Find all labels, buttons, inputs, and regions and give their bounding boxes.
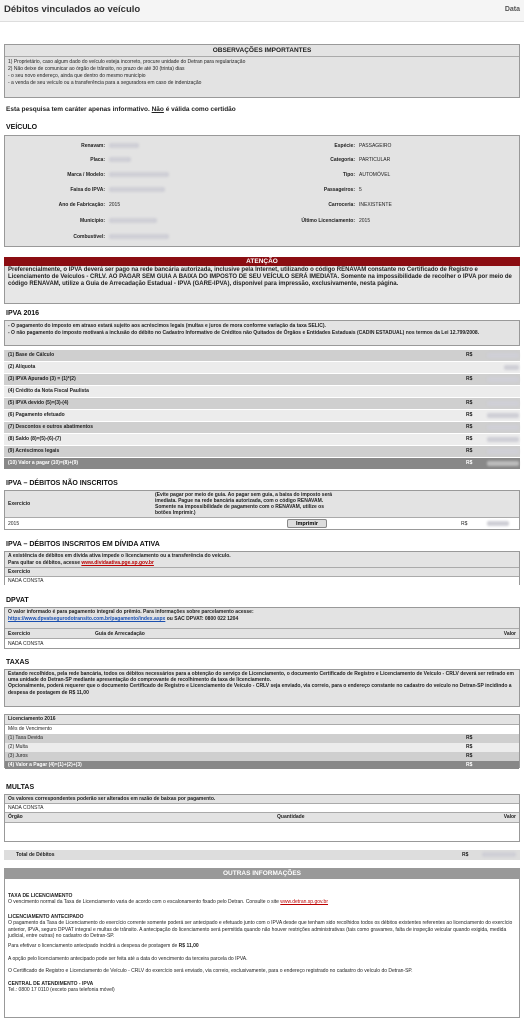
multas-panel: Os valores correspondentes poderão ser alterados em razão de baixas por pagamento. NADA CONSTA Órgão Quantidade Valor xyxy=(4,794,520,842)
taxas-title: TAXAS xyxy=(6,659,30,666)
ipva-title: IPVA 2016 xyxy=(6,310,40,317)
ipva-row: (6) Pagamento efetuado R$ xyxy=(4,410,520,421)
print-button[interactable]: Imprimir xyxy=(287,519,327,528)
ultimo-licenciamento-value: 2015 xyxy=(359,218,371,224)
carroceria-value: INEXISTENTE xyxy=(359,202,392,208)
date-label: Data xyxy=(504,6,520,13)
combustivel-value xyxy=(109,234,169,240)
dpvat-link[interactable]: https://www.dpvatsegurodotransito.com.br/pagamento/index.aspx xyxy=(8,616,166,622)
attention-header: ATENÇÃO xyxy=(4,257,520,266)
taxas-text: Estando recolhidos, pela rede bancária, todos os débitos necessários para a obtenção do serviço de Licenciamento, o documento Certificado de Registro e Licenciamento de Veículo - CRLV deverá ser retirado em uma unidade do Detran-SP mediante apresentação do comprovante de recolhimento da taxa de licenciamento. Opcionalmente, poderá requerer que o documento Certificado de Registro e Licenciamento de Veículo - CRLV seja enviado, via correio, para o endereço constante no cadastro do veículo no Detran-SP incidindo a despesa de postagem de R$ 11,00 xyxy=(4,669,520,707)
outras-panel: OUTRAS INFORMAÇÕES TAXA DE LICENCIAMENTO O vencimento normal da Taxa de Licenciamento varia de acordo com o escalonamento fixado pelo Detran. Consulte o site www.detran.sp.gov.br LICENCIAMENTO ANTECIPADO O pagamento da Taxa de Licenciamento do exercício corrente somente poderá ser antecipado e efetuado junto com o IPVA desde que tenham sido recolhidos todos os débitos existentes referentes ao licenciamento do exercício anterior, IPVA, seguro DPVAT integral e multas de trânsito. A antecipação do licenciamento será permitida quando não houver restrições administrativas (tais como gravames, falta de inspeção veicular quando exigida, medida judicial, entre outras) no cadastro do Detran-SP. Para efetivar o licenciamento antecipado incidirá a despesa de postagem de R$ 11,00 A opção pelo licenciamento antecipado pode ser feita até a data do vencimento da terceira parcela do IPVA. O Certificado de Registro e Licenciamento de Veículo - CRLV do exercício será enviado, via correio, exclusivamente, para o endereço registrado no cadastro do veículo do Detran-SP. CENTRAL DE ATENDIMENTO - IPVA Tel.: 0800 17 0110 (exceto para telefonia móvel) xyxy=(4,868,520,1018)
outras-title: OUTRAS INFORMAÇÕES xyxy=(5,869,519,879)
taxa-row: (2) Multa R$ xyxy=(5,743,519,752)
passageiros-value: 5 xyxy=(359,187,362,193)
notice-nao: Não xyxy=(151,106,164,113)
attention-text: Preferencialmente, o IPVA deverá ser pago na rede bancária autorizada, inclusive pela Internet, utilizando o código RENAVAM constante no Certificado de Registro e Licenciamento de Veículos - CRLV. AO PAGAR SEM GUIA A BAIXA DO IMPOSTO DE SEU VEÍCULO SERÁ IMEDIATA. Somente na impossibilidade de recolher o IPVA por meio de código RENAVAM, utilize a Guia de Arrecadação Estadual - IPVA (GARE-IPVA), disponível para impressão, exclusivamente, nesta página. xyxy=(4,266,520,304)
especie-value: PASSAGEIRO xyxy=(359,143,392,149)
taxa-total-row: (4) Valor a Pagar (4)=(1)+(2)+(3) R$ xyxy=(5,761,519,769)
obs-line: 2) Não deixe de comunicar ao órgão de trânsito, no prazo de até 30 (trinta) dias xyxy=(8,66,185,72)
ipva-ni-title: IPVA – DÉBITOS NÃO INSCRITOS xyxy=(6,480,118,487)
dpvat-title: DPVAT xyxy=(6,597,29,604)
renavam-value xyxy=(109,143,139,149)
taxas-table: Licenciamento 2016 Mês de Vencimento (1) Taxa Devida R$ (2) Multa R$ (3) Juros R$ (4) Valor a Pagar (4)=(1)+(2)+(3) R$ xyxy=(4,714,520,768)
ipva-notes: - O pagamento do imposto em atraso estará sujeito aos acréscimos legais (multas e juros de mora conforme variação da taxa SELIC). - O não pagamento do imposto motivará a inclusão do débito no Cadastro Informativo de Créditos não Quitados de Órgãos e Entidades Estaduais (CADIN ESTADUAL) nos termos da Lei 12.799/2008. xyxy=(4,320,520,346)
ipva-row: (7) Descontos e outros abatimentos R$ xyxy=(4,422,520,433)
ipva-da-panel: A existência de débitos em dívida ativa impede o licenciamento ou a transferência do veículo. Para quitar os débitos, acesse www.dividaativa.pge.sp.gov.br Exercício NADA CONSTA xyxy=(4,551,520,585)
ipva-row: (9) Acréscimos legais R$ xyxy=(4,446,520,457)
taxa-row: (1) Taxa Devida R$ xyxy=(5,734,519,743)
multas-none: NADA CONSTA xyxy=(5,803,519,812)
ipva-da-title: IPVA – DÉBITOS INSCRITOS EM DÍVIDA ATIVA xyxy=(6,541,160,548)
vehicle-title: VEÍCULO xyxy=(6,124,38,131)
categoria-value: PARTICULAR xyxy=(359,157,391,163)
placa-value xyxy=(109,157,131,163)
ipva-row: (8) Saldo (8)=(5)-(6)-(7) R$ xyxy=(4,434,520,445)
total-row: Total de Débitos R$ xyxy=(4,850,520,860)
ipva-total-row: (10) Valor a pagar (10)=(8)+(9) R$ xyxy=(4,458,520,469)
observations-panel xyxy=(4,44,520,98)
ipva-row: (4) Crédito da Nota Fiscal Paulista xyxy=(4,386,520,397)
dpvat-panel: O valor informado é para pagamento integral do prêmio. Para informações sobre parcelamento acesse: https://www.dpvatsegurodotransito.com.br/pagamento/index.aspx ou SAC DPVAT: 0800 022 1204 Exercício Guia de Arrecadação Valor NADA CONSTA xyxy=(4,607,520,649)
ipva-row: (3) IPVA Apurado (3) = (1)*(2) R$ xyxy=(4,374,520,385)
ipva-ni-hint: (Evite pagar por meio de guia. Ao pagar sem guia, a baixa do imposto será imediata. Pague na rede bancária autorizada, com o código RENAVAM. Somente na impossibilidade de pagamento com o RENAVAM, utilize os botões Imprimir.) xyxy=(155,492,333,516)
informative-notice: Esta pesquisa tem caráter apenas informativo. Não é válida como certidão xyxy=(6,106,236,113)
ipva-ni-year: 2015 xyxy=(8,521,20,527)
obs-line: - o seu novo endereço, ainda que dentro do mesmo município xyxy=(8,73,146,79)
ipva-row: (1) Base de Cálculo R$ xyxy=(4,350,520,361)
vehicle-panel: Renavam: Placa: Marca / Modelo: Faixa do IPVA: Ano de Fabricação: 2015 Município: Combustível: Espécie: PASSAGEIRO Categoria: PARTICULAR Tipo: AUTOMÓVEL Passageiros: 5 Carroceria: INEXISTENTE Último Licenciamento: 2015 xyxy=(4,135,520,247)
detran-link[interactable]: www.detran.sp.gov.br xyxy=(280,899,329,906)
marca-modelo-value xyxy=(109,172,169,178)
page-title: Débitos vinculados ao veículo xyxy=(4,4,141,15)
faixa-ipva-value xyxy=(109,187,165,193)
obs-line: 1) Proprietário, caso algum dado do veículo esteja incorreto, procure unidade do Detran para regularização xyxy=(8,59,246,65)
municipio-value xyxy=(109,218,157,224)
dpvat-none: NADA CONSTA xyxy=(5,638,519,648)
obs-line: - a venda de seu veículo ou a transferência para a seguradora em caso de indenização xyxy=(8,80,202,86)
observations-title: OBSERVAÇÕES IMPORTANTES xyxy=(212,47,312,54)
tipo-value: AUTOMÓVEL xyxy=(359,172,391,178)
ano-fabricacao-value: 2015 xyxy=(109,202,121,208)
multas-title: MULTAS xyxy=(6,784,35,791)
ipva-row: (5) IPVA devido (5)=(3)-(4) R$ xyxy=(4,398,520,409)
ipva-row: (2) Alíquota xyxy=(4,362,520,373)
taxa-row: (3) Juros R$ xyxy=(5,752,519,761)
page-header xyxy=(0,0,524,22)
divida-ativa-link[interactable]: www.dividaativa.pge.sp.gov.br xyxy=(81,560,154,566)
ipva-ni-panel: Exercício (Evite pagar por meio de guia. Ao pagar sem guia, a baixa do imposto será imediata. Pague na rede bancária autorizada, com o código RENAVAM. Somente na impossibilidade de pagamento com o RENAVAM, utilize os botões Imprimir.) 2015 Imprimir R$ xyxy=(4,490,520,530)
ipva-da-none: NADA CONSTA xyxy=(5,576,519,585)
